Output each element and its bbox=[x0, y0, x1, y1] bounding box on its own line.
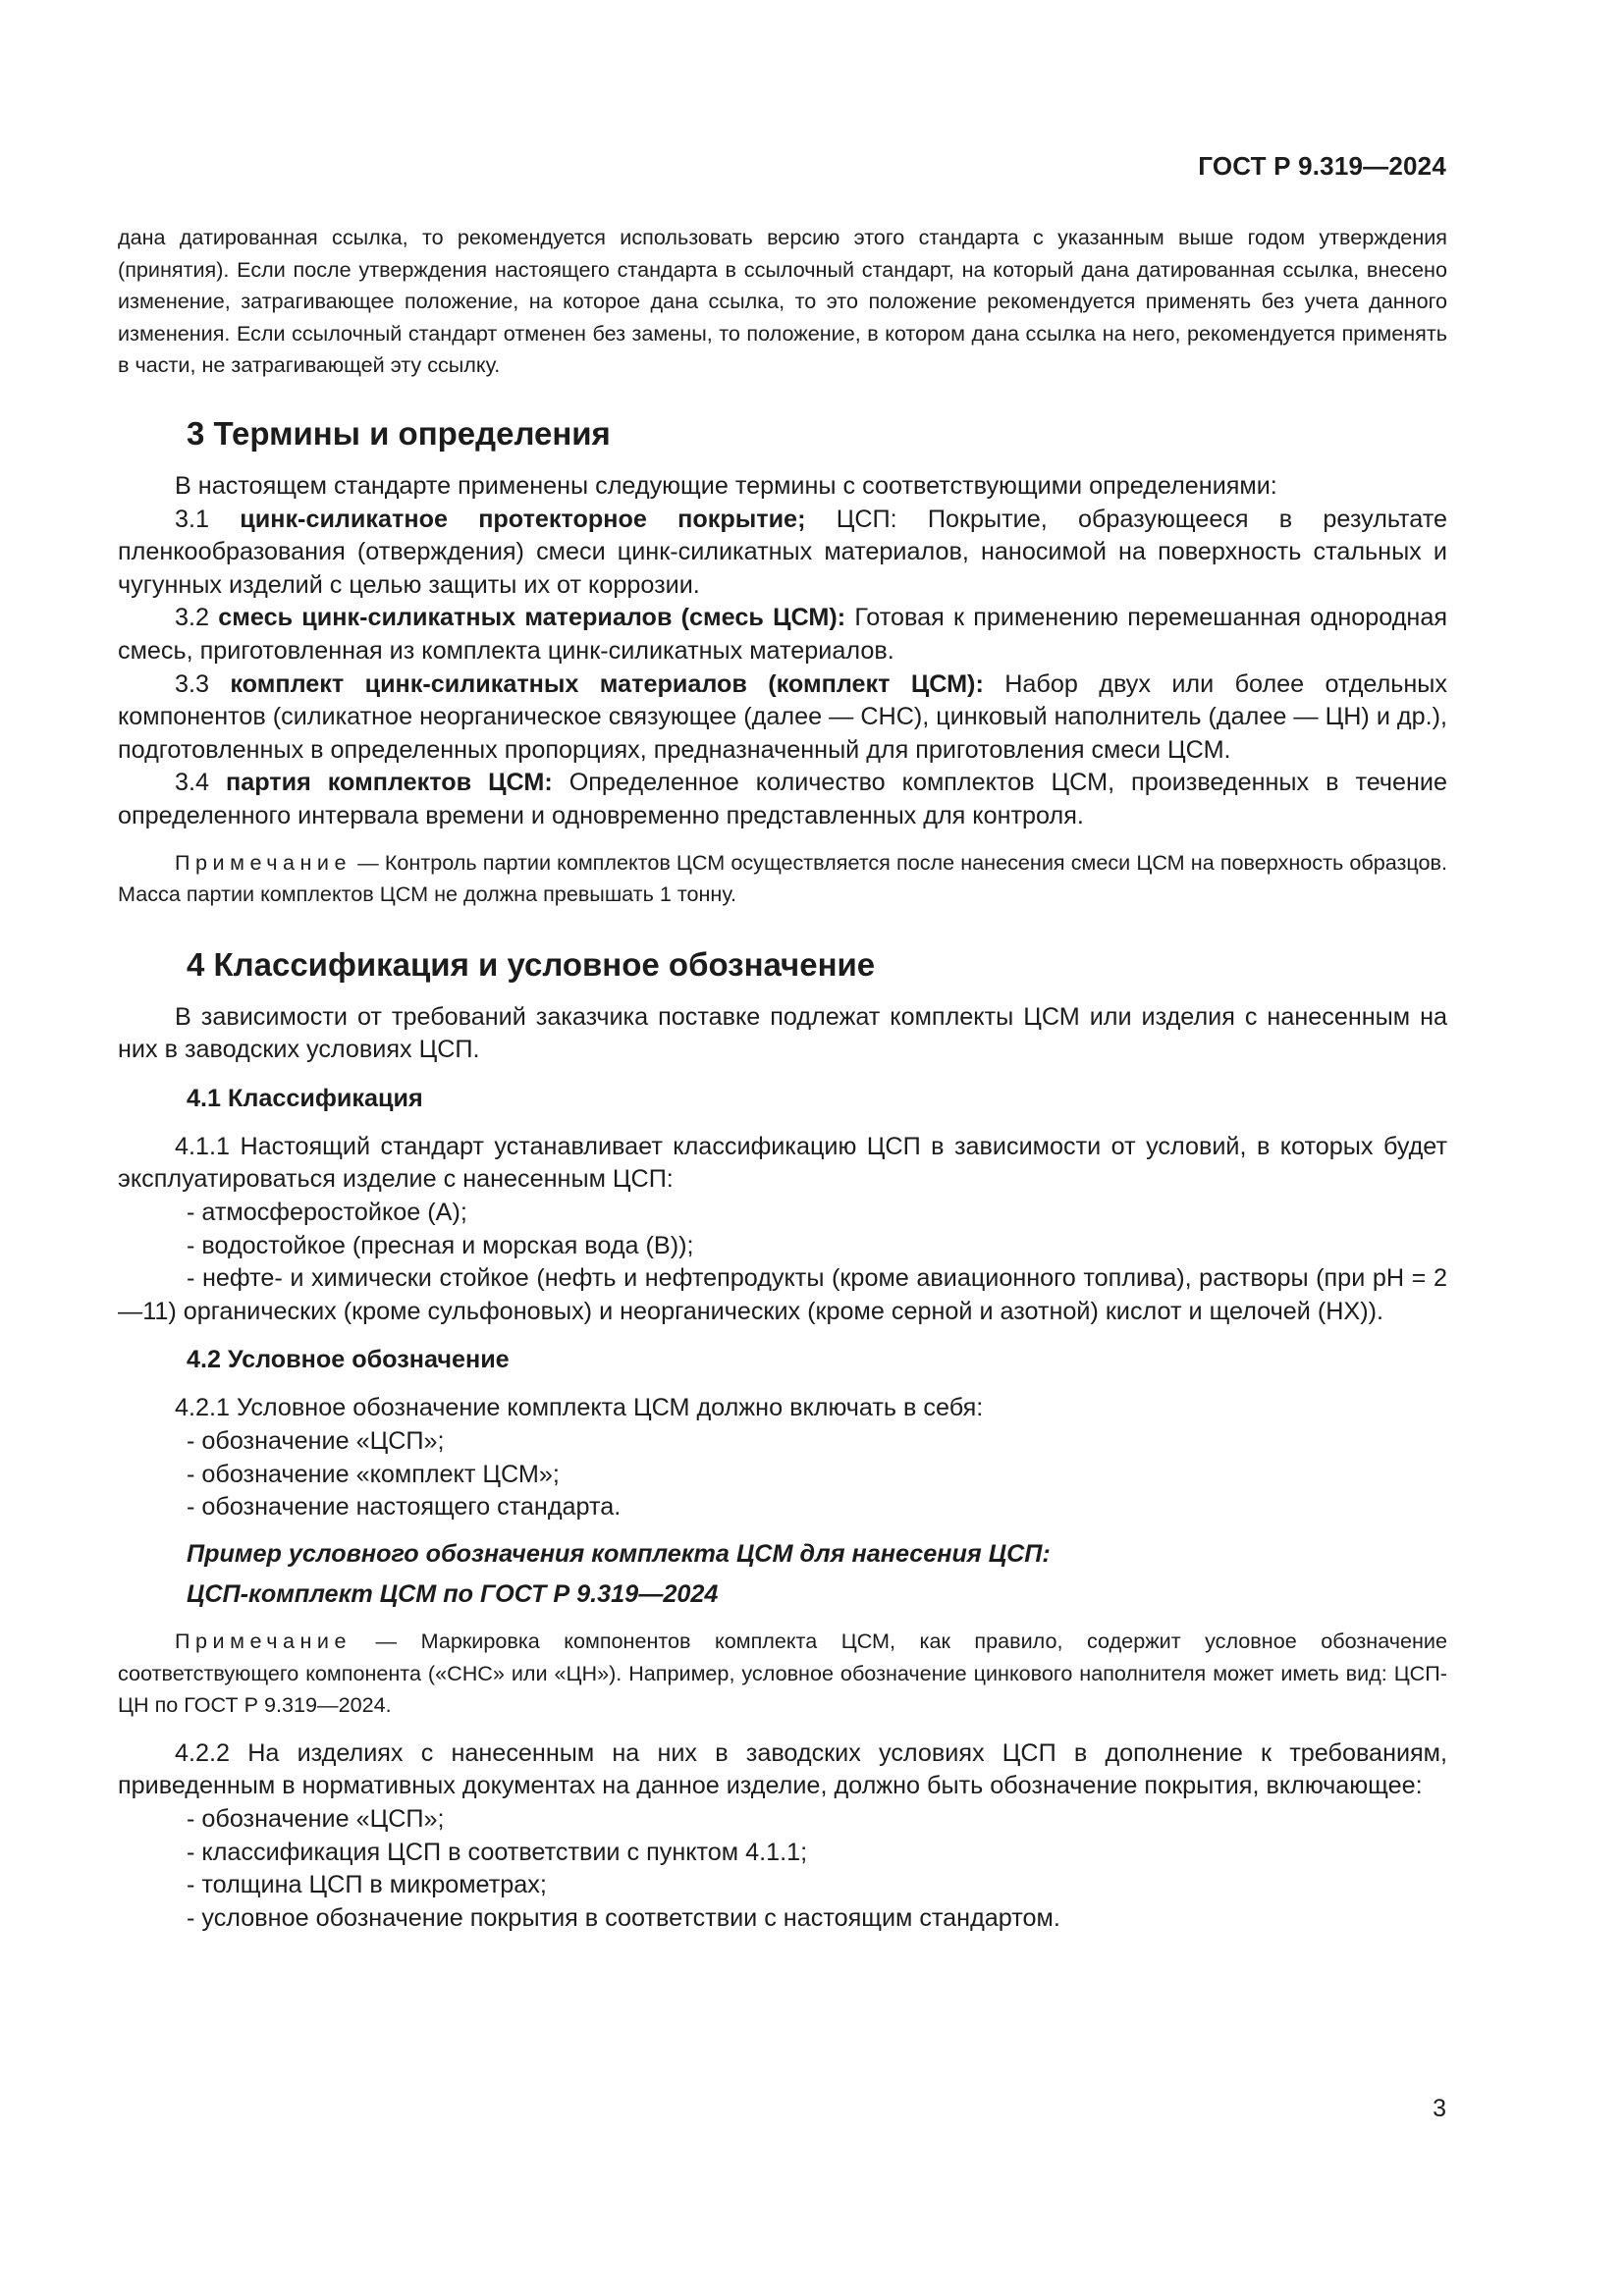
term-3-4 bbox=[118, 767, 1447, 832]
term-name: цинк-силикатное протекторное покрытие; bbox=[240, 505, 806, 533]
term-name: смесь цинк-силикатных материалов (смесь ЦСМ): bbox=[218, 604, 846, 632]
page-content bbox=[118, 222, 1447, 1935]
example-title: Пример условного обозначения комплекта ЦСМ для нанесения ЦСП: bbox=[187, 1539, 1051, 1568]
list-item: - обозначение «комплект ЦСМ»; bbox=[187, 1460, 560, 1488]
term-3-1 bbox=[118, 504, 1447, 603]
term-name: партия комплектов ЦСМ: bbox=[226, 769, 553, 797]
term-name: комплект цинк-силикатных материалов (комплект ЦСМ): bbox=[230, 669, 984, 698]
term-definition: ЦСП: Покрытие, образующееся в результате пленкообразования (отверждения) смеси цинк-силикатных материалов, наносимой на поверхность стальных и чугунных изделий с целью защиты их от коррозии. bbox=[118, 505, 1448, 599]
clause-4-1-1: 4.1.1 Настоящий стандарт устанавливает классификацию ЦСП в зависимости от условий, в которых будет эксплуатироваться изделие с нанесенным ЦСП: bbox=[118, 1132, 1447, 1194]
term-number: 3.2 bbox=[175, 604, 210, 632]
intro-paragraph: дана датированная ссылка, то рекомендуется использовать версию этого стандарта с указанным выше годом утверждения (принятия). Если после утверждения настоящего стандарта в ссылочный стандарт, на который дана датированная ссылка, внесено изменение, затрагивающее положение, на которое дана ссылка, то это положение рекомендуется применять без учета данного изменения. Если ссылочный стандарт отменен без замены, то положение, в котором дана ссылка на него, рекомендуется применять в части, не затрагивающей эту ссылку. bbox=[118, 225, 1447, 378]
term-definition: Определенное количество комплектов ЦСМ, произведенных в течение определенного интервала времени и одновременно представленных для контроля. bbox=[118, 769, 1447, 829]
clause-4-2-1: 4.2.1 Условное обозначение комплекта ЦСМ должно включать в себя: bbox=[175, 1394, 984, 1422]
list-item: - обозначение «ЦСП»; bbox=[187, 1427, 445, 1456]
running-header: ГОСТ Р 9.319—2024 bbox=[1198, 151, 1446, 181]
term-number: 3.1 bbox=[175, 505, 210, 533]
list-item: - атмосферостойкое (А); bbox=[187, 1199, 467, 1227]
term-3-3 bbox=[118, 668, 1447, 768]
note-label: Примечание bbox=[175, 1629, 352, 1653]
section-4-intro: В зависимости от требований заказчика поставке подлежат комплекты ЦСМ или изделия с нанесенным на них в заводских условиях ЦСП. bbox=[118, 1002, 1447, 1064]
section-3-note bbox=[118, 847, 1447, 911]
term-number: 3.3 bbox=[175, 669, 210, 698]
list-item: - условное обозначение покрытия в соответствии с настоящим стандартом. bbox=[187, 1903, 1060, 1932]
page-number: 3 bbox=[1433, 2095, 1446, 2122]
term-definition: Набор двух или более отдельных компонентов (силикатное неорганическое связующее (далее — СНС), цинковый наполнитель (далее — ЦН) и др.), подготовленных в определенных пропорциях, предназначенный для приготовления смеси ЦСМ. bbox=[118, 669, 1448, 764]
subsection-4-1-title: 4.1 Классификация bbox=[187, 1084, 423, 1112]
list-item: - водостойкое (пресная и морская вода (В)); bbox=[187, 1231, 694, 1259]
list-item: - толщина ЦСП в микрометрах; bbox=[187, 1871, 547, 1899]
list-item: - обозначение настоящего стандарта. bbox=[187, 1493, 622, 1522]
example-value: ЦСП-комплект ЦСМ по ГОСТ Р 9.319—2024 bbox=[187, 1580, 719, 1609]
section-3-intro: В настоящем стандарте применены следующие термины с соответствующими определениями: bbox=[175, 471, 1277, 500]
term-definition: Готовая к применению перемешанная однородная смесь, приготовленная из комплекта цинк-силикатных материалов. bbox=[118, 604, 1447, 665]
note-text: — Контроль партии комплектов ЦСМ осуществляется после нанесения смеси ЦСМ на поверхность образцов. Масса партии комплектов ЦСМ не должна превышать 1 тонну. bbox=[118, 849, 1447, 907]
term-number: 3.4 bbox=[175, 769, 210, 797]
term-3-2 bbox=[118, 602, 1447, 667]
list-item: - нефте- и химически стойкое (нефть и нефтепродукты (кроме авиационного топлива), растворы (при pH = 2—11) органических (кроме сульфоновых) и неорганических (кроме серной и азотной) кислот и щелочей (НХ)). bbox=[118, 1264, 1447, 1325]
note-label: Примечание bbox=[175, 849, 352, 875]
subsection-4-2-title: 4.2 Условное обозначение bbox=[187, 1346, 510, 1374]
note-text: — Маркировка компонентов комплекта ЦСМ, как правило, содержит условное обозначение соответствующего компонента («СНС» или «ЦН»). Например, условное обозначение цинкового наполнителя может иметь вид: ЦСП-ЦН по ГОСТ Р 9.319—2024. bbox=[118, 1629, 1447, 1718]
section-3-title: 3 Термины и определения bbox=[187, 414, 611, 452]
list-item: - обозначение «ЦСП»; bbox=[187, 1804, 445, 1833]
list-item: - классификация ЦСП в соответствии с пунктом 4.1.1; bbox=[187, 1838, 808, 1866]
section-4-title: 4 Классификация и условное обозначение bbox=[187, 945, 876, 983]
clause-4-2-2: 4.2.2 На изделиях с нанесенным на них в заводских условиях ЦСП в дополнение к требованиям, приведенным в нормативных документах на данное изделие, должно быть обозначение покрытия, включающее: bbox=[118, 1738, 1447, 1800]
section-4-2-note bbox=[118, 1626, 1447, 1722]
